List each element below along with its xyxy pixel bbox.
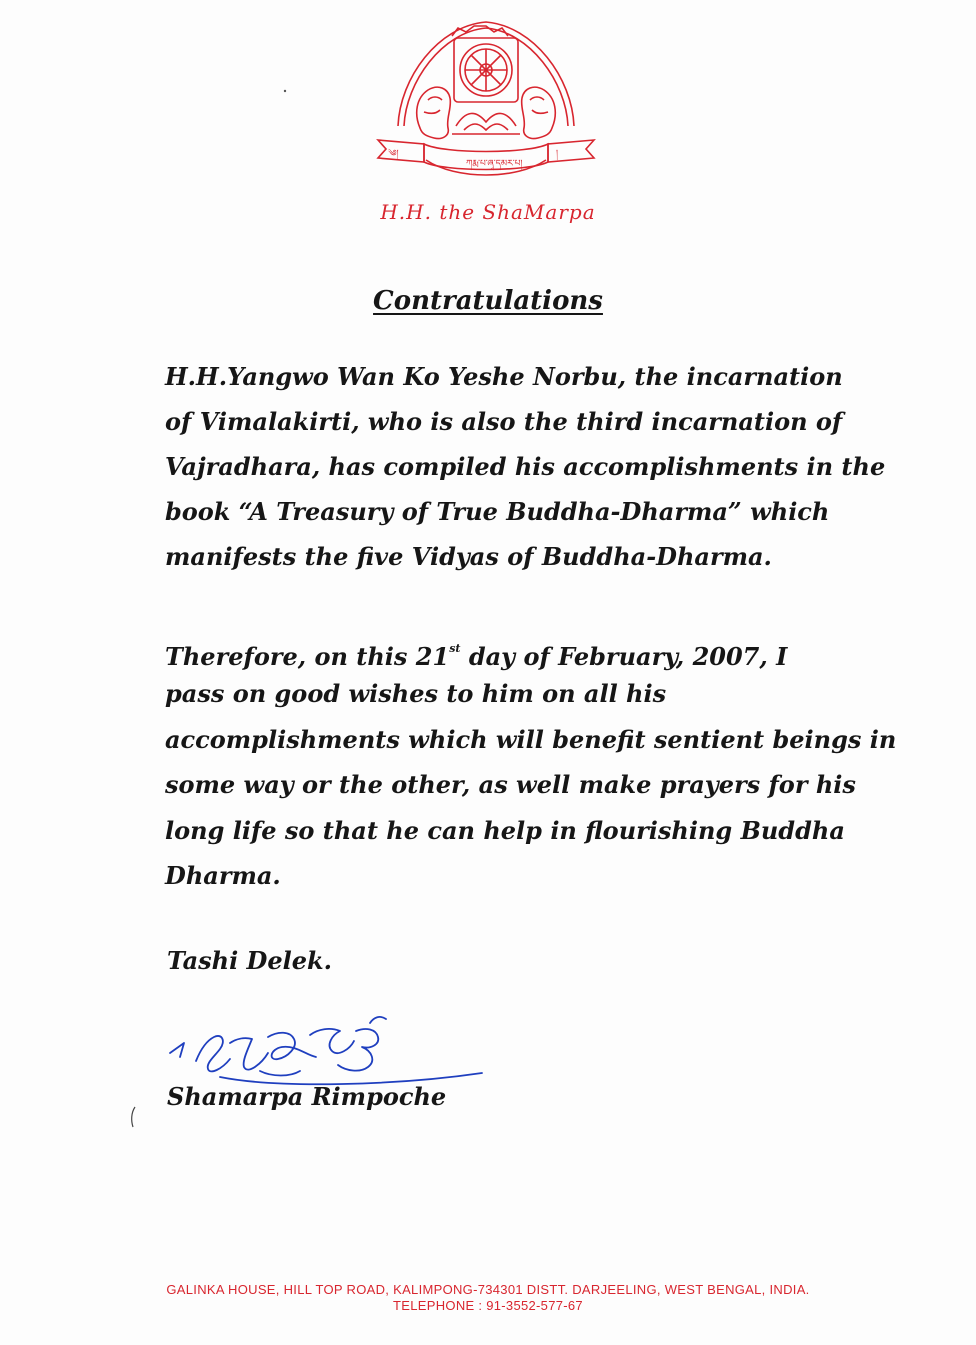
date-line-start: Therefore, on this 21: [165, 642, 450, 671]
paragraph-1-line: Vajradhara, has compiled his accomplishments in the: [165, 452, 886, 481]
paragraph-2-date-line: [165, 626, 815, 671]
paragraph-2-line: some way or the other, as well make prayers for his: [165, 770, 856, 799]
footer-telephone: TELEPHONE : 91-3552-577-67: [393, 1298, 583, 1313]
paragraph-2-line: pass on good wishes to him on all his: [165, 679, 667, 708]
paragraph-2: [165, 626, 897, 899]
speck-icon: [282, 88, 288, 94]
paragraph-1-line: H.H.Yangwo Wan Ko Yeshe Norbu, the incarnation: [165, 362, 843, 391]
paragraph-1-line: book “A Treasury of True Buddha-Dharma” which: [165, 497, 830, 526]
paragraph-1-line: manifests the five Vidyas of Buddha-Dharma.: [165, 542, 772, 571]
banner-center-text: ཀརྨ་པ་ཞྭ་དམར་པ།: [466, 159, 523, 169]
pen-stroke-icon: [128, 1105, 138, 1129]
letterhead-footer: [100, 1282, 876, 1314]
paragraph-1-line: of Vimalakirti, who is also the third incarnation of: [165, 407, 843, 436]
dharma-wheel-emblem-icon: [368, 8, 604, 198]
letter-title: Contratulations: [373, 286, 603, 316]
banner-right-text: །: [556, 149, 558, 159]
paragraph-2-line: Dharma.: [165, 861, 281, 890]
signer-name: Shamarpa Rimpoche: [167, 1082, 447, 1111]
closing-salutation: Tashi Delek.: [167, 946, 332, 975]
letterhead-name: H.H. the ShaMarpa: [380, 200, 596, 224]
date-line-end: day of February, 2007, I: [460, 642, 788, 671]
paragraph-1: [165, 354, 886, 579]
ordinal-suffix: st: [449, 642, 461, 655]
paragraph-2-line: accomplishments which will benefit sentient beings in: [165, 724, 897, 754]
paragraph-2-line: long life so that he can help in flourishing Buddha: [165, 815, 845, 845]
footer-address: GALINKA HOUSE, HILL TOP ROAD, KALIMPONG-734301 DISTT. DARJEELING, WEST BENGAL, INDIA.: [166, 1282, 810, 1297]
banner-left-text: ༄།: [388, 149, 399, 159]
